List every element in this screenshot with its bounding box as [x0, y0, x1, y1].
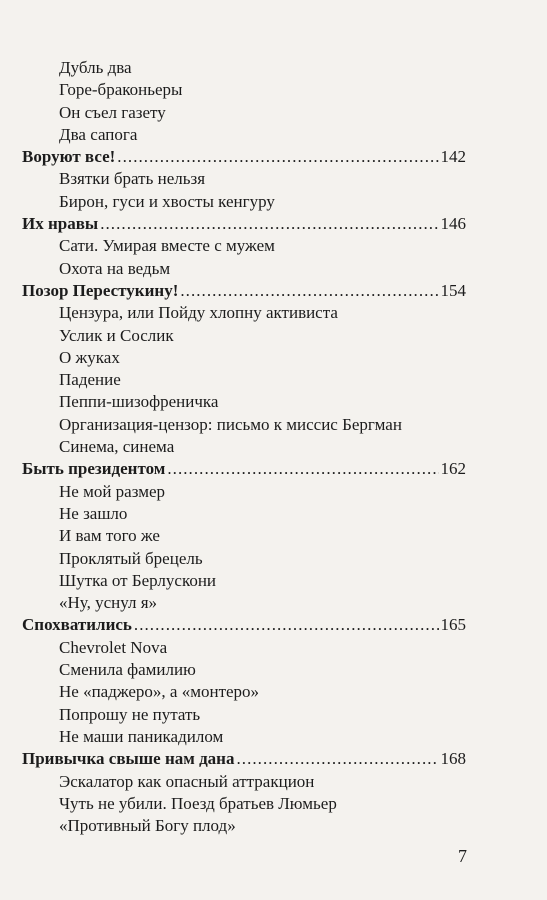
- toc-subsection: Шутка от Берлускони: [59, 570, 217, 590]
- toc-section-page: 146: [440, 214, 466, 234]
- toc-section: [22, 458, 466, 480]
- toc-subsection: Два сапога: [59, 124, 138, 144]
- toc-section: [22, 146, 466, 168]
- toc-subsection: Цензура, или Пойду хлопну активиста: [59, 303, 338, 323]
- toc-subsection: Не зашло: [59, 503, 128, 523]
- toc-subsection: Он съел газету: [59, 102, 166, 122]
- toc-subsection: «Противный Богу плод»: [59, 816, 236, 836]
- toc-subsection: Проклятый брецель: [59, 548, 203, 568]
- toc-subsection: Эскалатор как опасный аттракцион: [59, 771, 315, 791]
- toc-subsection: Сменила фамилию: [59, 660, 196, 680]
- toc-section-page: 165: [440, 615, 466, 635]
- toc-section-title: Их нравы: [22, 214, 99, 234]
- toc-section: [22, 614, 466, 636]
- toc-subsection: Чуть не убили. Поезд братьев Люмьер: [59, 793, 337, 813]
- toc-subsection: Не «паджеро», а «монтеро»: [59, 682, 260, 702]
- toc-section: [22, 213, 466, 235]
- toc-subsection: Не маши паникадилом: [59, 726, 224, 746]
- toc-section-page: 162: [440, 459, 466, 479]
- toc-subsection: Охота на ведьм: [59, 258, 171, 278]
- toc-subsection: Горе-браконьеры: [59, 80, 183, 100]
- toc-section-page: 154: [440, 280, 466, 300]
- toc-subsection: Взятки брать нельзя: [59, 169, 206, 189]
- toc-section-title: Воруют все!: [22, 147, 116, 167]
- toc-subsection: «Ну, уснул я»: [59, 593, 158, 613]
- toc-section-page: 142: [440, 147, 466, 167]
- toc-subsection: Бирон, гуси и хвосты кенгуру: [59, 191, 275, 211]
- toc-subsection: И вам того же: [59, 526, 160, 546]
- page-number: 7: [458, 846, 467, 866]
- toc-subsection: Пеппи-шизофреничка: [59, 392, 219, 412]
- toc-leader-dots: [236, 748, 438, 770]
- toc-leader-dots: [100, 213, 438, 235]
- toc-leader-dots: [134, 614, 439, 636]
- toc-subsection: Синема, синема: [59, 437, 175, 457]
- toc-leader-dots: [167, 458, 438, 480]
- toc-section-page: 168: [440, 749, 466, 769]
- toc-section: [22, 280, 466, 302]
- toc-subsection: Падение: [59, 370, 121, 390]
- toc-section-title: Спохватились: [22, 615, 132, 635]
- toc-subsection: Сати. Умирая вместе с мужем: [59, 236, 275, 256]
- table-of-contents: [22, 57, 466, 837]
- toc-section: [22, 748, 466, 770]
- toc-subsection: Услик и Сослик: [59, 325, 174, 345]
- toc-subsection: Попрошу не путать: [59, 704, 201, 724]
- toc-subsection: Не мой размер: [59, 481, 166, 501]
- toc-leader-dots: [180, 280, 438, 302]
- toc-section-title: Привычка свыше нам дана: [22, 749, 235, 769]
- toc-subsection: Chevrolet Nova: [59, 637, 168, 657]
- toc-subsection: Дубль два: [59, 58, 132, 77]
- toc-leader-dots: [117, 146, 438, 168]
- toc-section-title: Позор Перестукину!: [22, 280, 179, 300]
- toc-subsection: О жуках: [59, 347, 120, 367]
- toc-subsection: Организация-цензор: письмо к миссис Бергман: [59, 414, 402, 434]
- toc-section-title: Быть президентом: [22, 459, 166, 479]
